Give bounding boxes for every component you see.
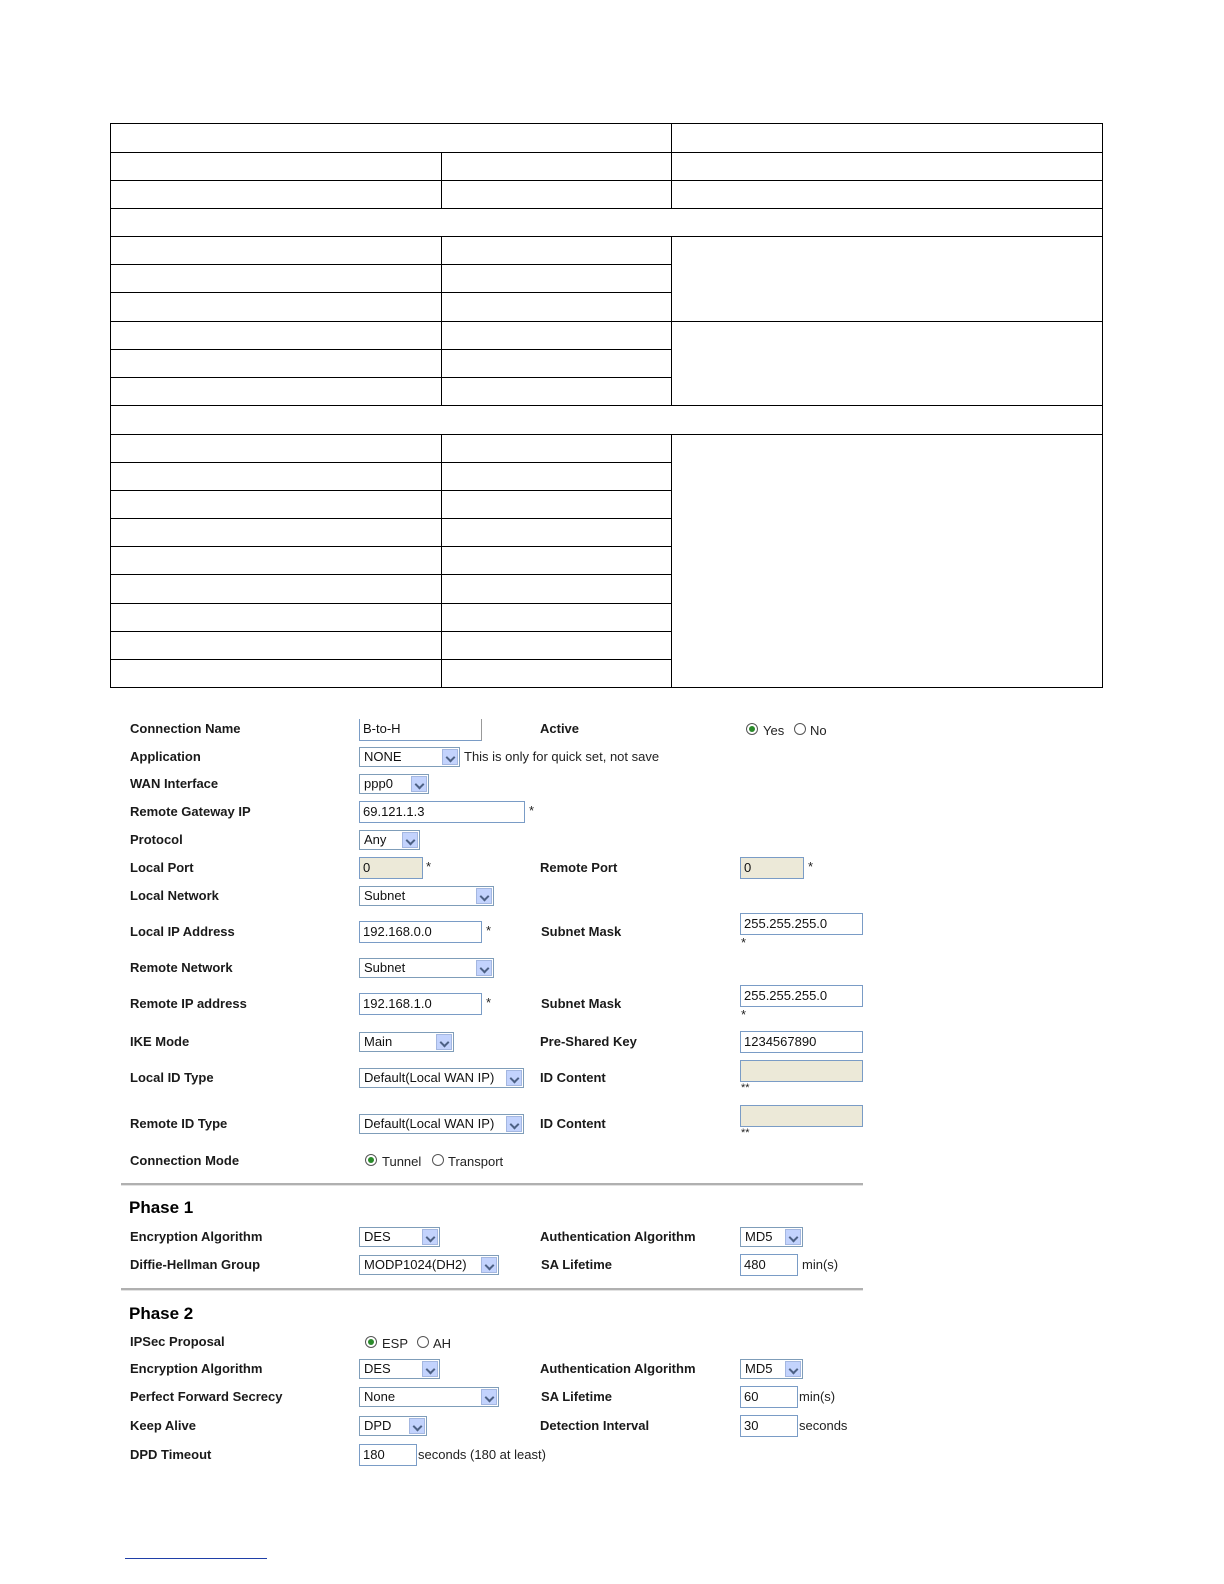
connection-mode-tunnel-radio[interactable] [365,1154,377,1166]
connection-mode-label: Connection Mode [130,1153,240,1168]
active-no-label: No [810,723,827,738]
detection-interval-input[interactable]: 30 [740,1415,798,1437]
protocol-label: Protocol [130,832,183,847]
phase1-dh-group-select-value: MODP1024(DH2) [364,1257,467,1272]
active-yes-radio[interactable] [746,723,758,735]
chevron-down-icon [481,1389,497,1405]
chevron-down-icon [436,1034,452,1050]
ipsec-proposal-ah-radio[interactable] [417,1336,429,1348]
detection-interval-label: Detection Interval [540,1418,650,1433]
phase1-authentication-label: Authentication Algorithm [540,1229,696,1244]
chevron-down-icon [402,832,418,848]
local-id-type-label: Local ID Type [130,1070,214,1085]
detection-interval-unit: seconds [799,1418,848,1433]
phase1-title: Phase 1 [129,1198,194,1217]
pfs-select[interactable] [359,1387,499,1407]
phase1-sa-lifetime-unit: min(s) [802,1257,839,1272]
phase2-divider [121,1288,863,1291]
phase1-divider [121,1183,863,1186]
local-ip-address-input[interactable]: 192.168.0.0 [359,921,482,943]
chevron-down-icon [476,960,492,976]
remote-port-input[interactable]: 0 [740,857,804,879]
dpd-timeout-label: DPD Timeout [130,1447,212,1462]
required-mark: * [741,935,747,950]
remote-ip-address-label: Remote IP address [130,996,247,1011]
connection-mode-transport-label: Transport [448,1154,504,1169]
chevron-down-icon [481,1257,497,1273]
keep-alive-select[interactable] [359,1416,427,1436]
required-mark: * [486,995,492,1010]
phase2-encryption-label: Encryption Algorithm [130,1361,263,1376]
application-select-value: NONE [364,749,402,764]
pre-shared-key-label: Pre-Shared Key [540,1034,637,1049]
phase2-sa-lifetime-unit: min(s) [799,1389,836,1404]
local-id-type-select-value: Default(Local WAN IP) [364,1070,495,1085]
application-select[interactable] [359,747,460,767]
remote-port-label: Remote Port [540,860,618,875]
ipsec-proposal-ah-label: AH [433,1336,452,1351]
local-id-content-input[interactable] [740,1060,863,1082]
required-mark: * [529,803,535,818]
remote-network-label: Remote Network [130,960,233,975]
local-ip-address-label: Local IP Address [130,924,235,939]
chevron-down-icon [476,888,492,904]
chevron-down-icon [442,749,458,765]
phase2-title: Phase 2 [129,1304,194,1323]
pre-shared-key-input[interactable]: 1234567890 [740,1031,863,1053]
application-note: This is only for quick set, not save [464,749,660,764]
connection-name-label: Connection Name [130,721,241,736]
local-id-type-select[interactable] [359,1068,524,1088]
protocol-select-value: Any [364,832,387,847]
remote-id-type-select-value: Default(Local WAN IP) [364,1116,495,1131]
phase2-authentication-label: Authentication Algorithm [540,1361,696,1376]
required-mark: * [426,859,432,874]
phase1-sa-lifetime-input[interactable]: 480 [740,1254,798,1276]
remote-network-select-value: Subnet [364,960,406,975]
required-mark: * [808,859,814,874]
keep-alive-label: Keep Alive [130,1418,196,1433]
local-port-label: Local Port [130,860,194,875]
protocol-select[interactable] [359,830,420,850]
active-label: Active [540,721,580,736]
phase1-authentication-select[interactable] [740,1227,803,1247]
local-port-input[interactable]: 0 [359,857,423,879]
wan-interface-label: WAN Interface [130,776,219,791]
phase2-sa-lifetime-label: SA Lifetime [541,1389,613,1404]
remote-id-type-label: Remote ID Type [130,1116,228,1131]
ipsec-proposal-esp-radio[interactable] [365,1336,377,1348]
wan-interface-select[interactable] [359,774,429,794]
remote-gateway-ip-label: Remote Gateway IP [130,804,251,819]
double-required-mark: ** [741,1082,750,1094]
phase1-dh-group-select[interactable] [359,1255,499,1275]
empty-table [110,123,1103,688]
local-network-select[interactable] [359,886,494,906]
phase2-sa-lifetime-input[interactable]: 60 [740,1386,798,1408]
remote-id-content-input[interactable] [740,1105,863,1127]
application-label: Application [130,749,201,764]
keep-alive-select-value: DPD [364,1418,392,1433]
double-required-mark: ** [741,1127,750,1139]
ike-mode-select[interactable] [359,1032,454,1052]
local-subnet-mask-input[interactable]: 255.255.255.0 [740,913,863,935]
dpd-timeout-input[interactable]: 180 [359,1444,417,1466]
ike-mode-label: IKE Mode [130,1034,190,1049]
connection-name-input[interactable]: B-to-H [359,719,482,741]
phase2-encryption-select-value: DES [364,1361,391,1376]
phase1-sa-lifetime-label: SA Lifetime [541,1257,613,1272]
required-mark: * [486,923,492,938]
dpd-timeout-unit: seconds (180 at least) [418,1447,546,1462]
required-mark: * [741,1007,747,1022]
active-yes-label: Yes [763,723,785,738]
chevron-down-icon [411,776,427,792]
phase1-encryption-select-value: DES [364,1229,391,1244]
footnote-separator [125,1558,267,1559]
local-network-select-value: Subnet [364,888,406,903]
ike-mode-select-value: Main [364,1034,393,1049]
connection-mode-tunnel-label: Tunnel [382,1154,422,1169]
phase1-encryption-label: Encryption Algorithm [130,1229,263,1244]
phase1-authentication-select-value: MD5 [745,1229,773,1244]
remote-gateway-ip-input[interactable]: 69.121.1.3 [359,801,525,823]
local-subnet-mask-label: Subnet Mask [541,924,622,939]
chevron-down-icon [785,1229,801,1245]
local-network-label: Local Network [130,888,219,903]
remote-id-type-select[interactable] [359,1114,524,1134]
chevron-down-icon [506,1116,522,1132]
chevron-down-icon [422,1229,438,1245]
ipsec-proposal-esp-label: ESP [382,1336,409,1351]
chevron-down-icon [409,1418,425,1434]
phase1-dh-group-label: Diffie-Hellman Group [130,1257,261,1272]
connection-mode-transport-radio[interactable] [432,1154,444,1166]
chevron-down-icon [506,1070,522,1086]
active-no-radio[interactable] [794,723,806,735]
wan-interface-select-value: ppp0 [364,776,393,791]
phase2-authentication-select-value: MD5 [745,1361,773,1376]
ipsec-proposal-label: IPSec Proposal [130,1334,225,1349]
pfs-select-value: None [364,1389,396,1404]
phase2-encryption-select[interactable] [359,1359,440,1379]
chevron-down-icon [785,1361,801,1377]
remote-id-content-label: ID Content [540,1116,606,1131]
remote-subnet-mask-input[interactable]: 255.255.255.0 [740,985,863,1007]
chevron-down-icon [422,1361,438,1377]
remote-subnet-mask-label: Subnet Mask [541,996,622,1011]
pfs-label: Perfect Forward Secrecy [130,1389,283,1404]
local-id-content-label: ID Content [540,1070,606,1085]
remote-ip-address-input[interactable]: 192.168.1.0 [359,993,482,1015]
phase2-authentication-select[interactable] [740,1359,803,1379]
remote-network-select[interactable] [359,958,494,978]
phase1-encryption-select[interactable] [359,1227,440,1247]
